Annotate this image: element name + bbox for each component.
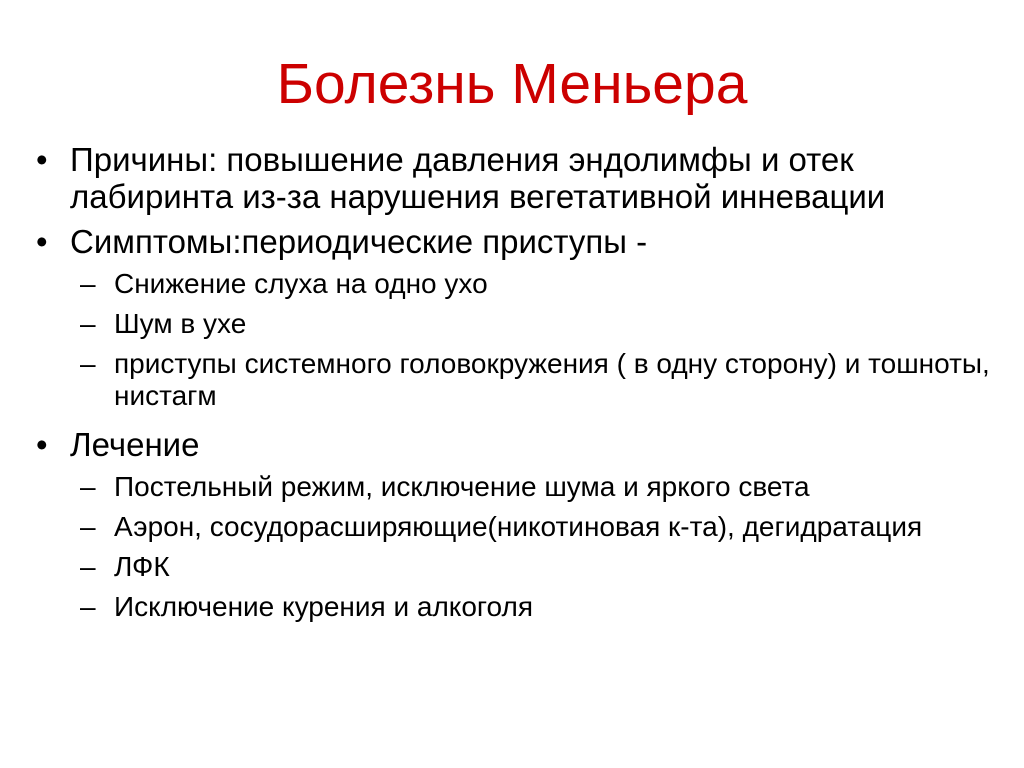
sub-item	[30, 471, 1000, 503]
symptoms-subitems	[30, 268, 1000, 412]
bullet-item-symptoms	[30, 223, 1000, 260]
bullet-icon: •	[36, 223, 48, 260]
dash-icon: –	[80, 471, 96, 502]
sub-item-text: Постельный режим, исключение шума и яркого света	[114, 471, 810, 502]
bullet-text-symptoms: Симптомы:периодические приступы -	[70, 223, 648, 260]
slide-title: Болезнь Меньера	[276, 52, 748, 116]
sub-item-text: Аэрон, сосудорасширяющие(никотиновая к-та), дегидратация	[114, 511, 923, 542]
sub-item-text: Снижение слуха на одно ухо	[114, 268, 488, 299]
dash-icon: –	[80, 348, 96, 379]
sub-item-text: Исключение курения и алкоголя	[114, 591, 533, 622]
bullet-item-causes	[30, 141, 1000, 215]
dash-icon: –	[80, 268, 96, 299]
bullet-icon: •	[36, 141, 48, 178]
bullet-icon: •	[36, 426, 48, 463]
dash-icon: –	[80, 591, 96, 622]
sub-item	[30, 551, 1000, 583]
sub-item	[30, 511, 1000, 543]
bullet-text-causes: Причины: повышение давления эндолимфы и отек лабиринта из-за нарушения вегетативной инневации	[70, 141, 886, 215]
slide-content	[30, 141, 1000, 637]
bullet-text-treatment: Лечение	[70, 426, 200, 463]
sub-item-text: Шум в ухе	[114, 308, 247, 339]
sub-item-text: ЛФК	[114, 551, 170, 582]
sub-item	[30, 591, 1000, 623]
sub-item-text: приступы системного головокружения ( в одну сторону) и тошноты, нистагм	[114, 348, 990, 411]
dash-icon: –	[80, 308, 96, 339]
bullet-item-treatment	[30, 426, 1000, 463]
sub-item	[30, 268, 1000, 300]
sub-item	[30, 308, 1000, 340]
dash-icon: –	[80, 511, 96, 542]
treatment-subitems	[30, 471, 1000, 623]
sub-item	[30, 348, 1000, 412]
dash-icon: –	[80, 551, 96, 582]
